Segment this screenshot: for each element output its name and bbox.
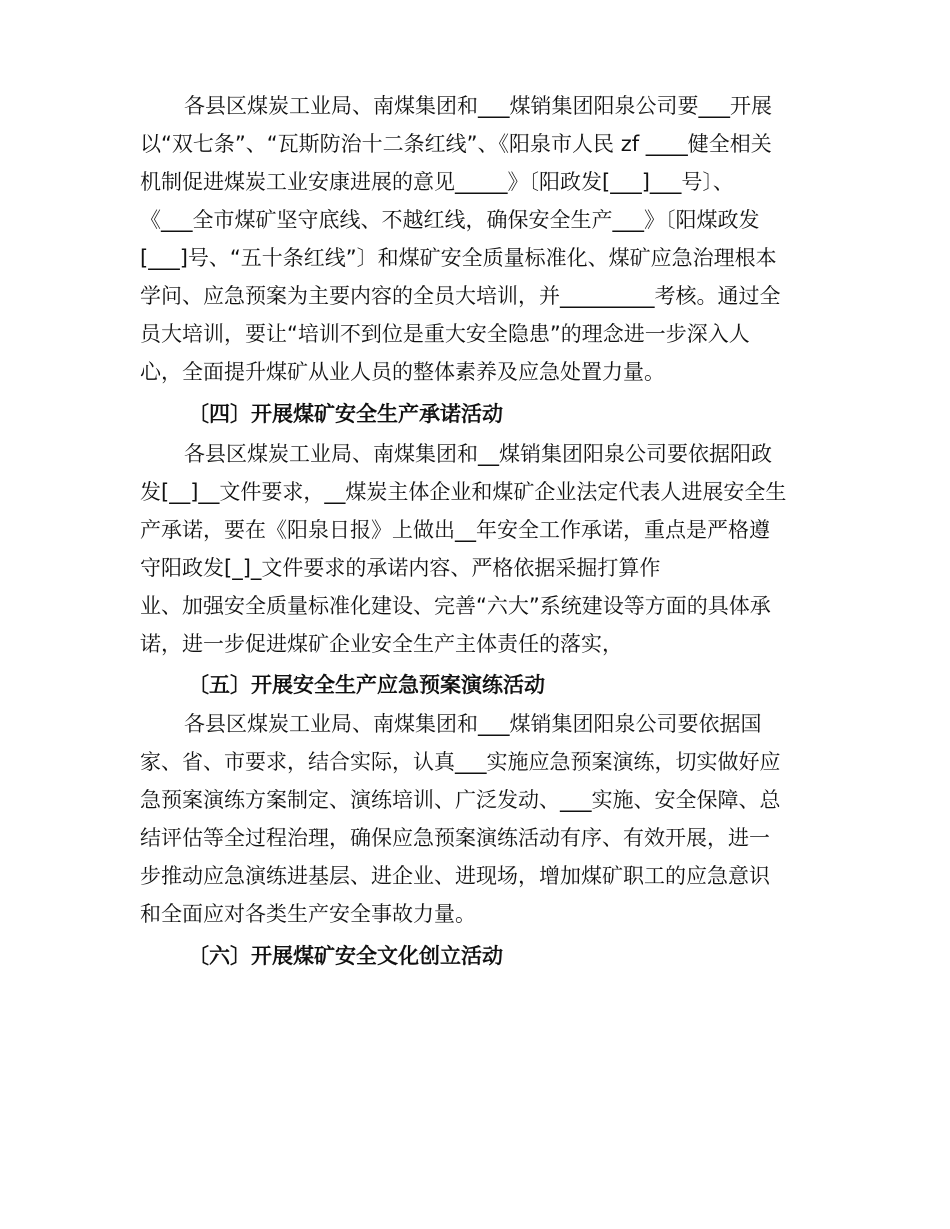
paragraph-line: 业、加强安全质量标准化建设、完善“六大”系统建设等方面的具体承	[140, 594, 771, 618]
paragraph-line: 心，全面提升煤矿从业人员的整体素养及应急处置力量。	[140, 360, 665, 384]
paragraph-line: 机制促进煤炭工业安康进展的意见_____》〔阳政发[___]___号〕、	[140, 170, 734, 194]
paragraph-line: 各县区煤炭工业局、南煤集团和___煤销集团阳泉公司要___开展	[184, 94, 772, 118]
section-heading: 〔五〕开展安全生产应急预案演练活动	[188, 673, 545, 697]
paragraph-line: 和全面应对各类生产安全事故力量。	[140, 902, 476, 926]
paragraph-line: 家、省、市要求，结合实际，认真___实施应急预案演练，切实做好应	[140, 750, 781, 774]
paragraph-line: 守阳政发[_]_文件要求的承诺内容、严格依据采掘打算作	[140, 556, 661, 580]
paragraph-line: [___]号、“五十条红线”〕和煤矿安全质量标准化、煤矿应急治理根本	[140, 246, 777, 270]
paragraph-line: 各县区煤炭工业局、南煤集团和__煤销集团阳泉公司要依据阳政	[184, 442, 772, 466]
section-heading: 〔六〕开展煤矿安全文化创立活动	[188, 944, 503, 968]
paragraph-line: 诺，进一步促进煤矿企业安全生产主体责任的落实，	[140, 632, 623, 656]
paragraph-line: 急预案演练方案制定、演练培训、广泛发动、___实施、安全保障、总	[140, 788, 781, 812]
section-heading: 〔四〕开展煤矿安全生产承诺活动	[188, 402, 503, 426]
paragraph-line: 以“双七条”、“瓦斯防治十二条红线”、《阳泉市人民 zf ____健全相关	[140, 132, 772, 156]
paragraph-line: 学问、应急预案为主要内容的全员大培训，并_________考核。通过全	[140, 284, 781, 308]
paragraph-line: 产承诺，要在《阳泉日报》上做出__年安全工作承诺，重点是严格遵	[140, 518, 770, 542]
paragraph-line: 《___全市煤矿坚守底线、不越红线，确保安全生产___》〔阳煤政发	[140, 208, 760, 232]
paragraph-line: 员大培训，要让“培训不到位是重大安全隐患”的理念进一步深入人	[140, 322, 750, 346]
paragraph-line: 发[__]__文件要求，__煤炭主体企业和煤矿企业法定代表人进展安全生	[140, 480, 787, 504]
paragraph-line: 结评估等全过程治理，确保应急预案演练活动有序、有效开展，进一	[140, 826, 770, 850]
paragraph-line: 步推动应急演练进基层、进企业、进现场，增加煤矿职工的应急意识	[140, 864, 770, 888]
paragraph-line: 各县区煤炭工业局、南煤集团和___煤销集团阳泉公司要依据国	[184, 712, 762, 736]
